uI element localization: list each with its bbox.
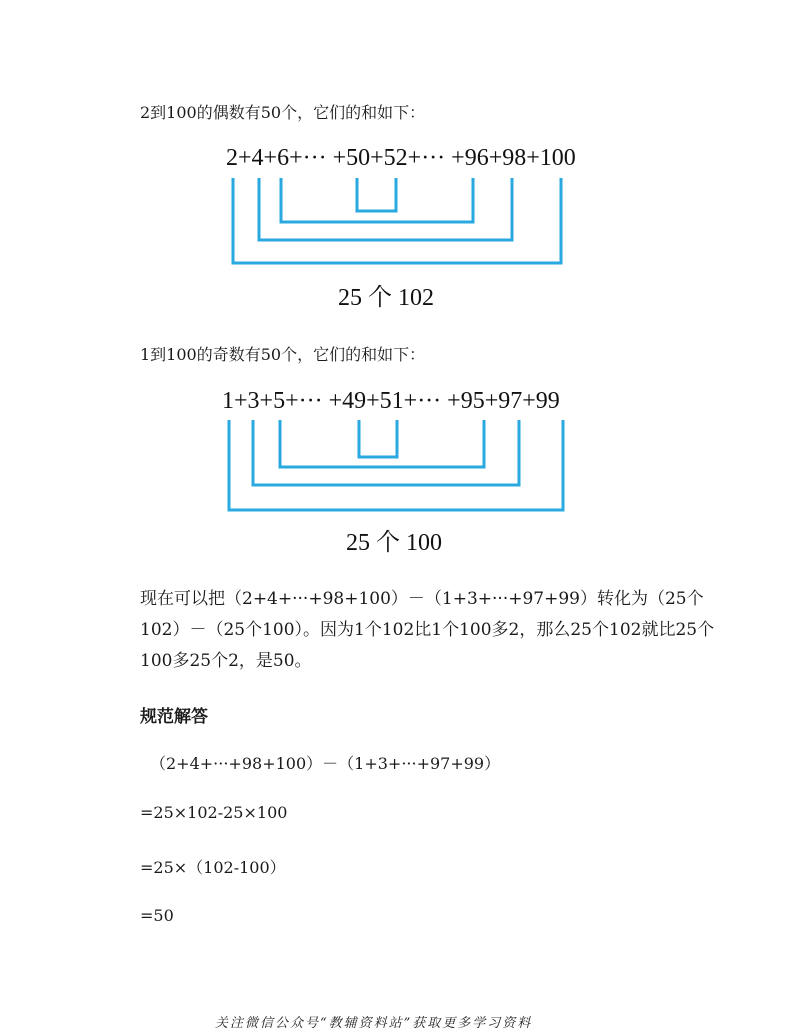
odd-caption: 25 个 100 xyxy=(346,530,442,556)
even-caption: 25 个 102 xyxy=(338,285,434,311)
solution-heading: 规范解答 xyxy=(140,707,208,727)
odd-sum-expression: 1+3+5+··· +49+51+··· +95+97+99 xyxy=(222,388,560,414)
solution-step-3: =25×（102-100） xyxy=(140,858,286,877)
solution-step-4: =50 xyxy=(140,906,174,925)
odd-bracket-second xyxy=(253,420,519,485)
section1-intro: 2到100的偶数有50个，它们的和如下： xyxy=(140,103,426,122)
odd-bracket-inner xyxy=(359,420,397,457)
explanation-line-2: 102）－（25个100）。因为1个102比1个100多2，那么25个102就比25个 xyxy=(140,620,715,640)
explanation-line-3: 100多25个2，是50。 xyxy=(140,651,312,671)
solution-step-2: =25×102-25×100 xyxy=(140,803,288,822)
even-sum-expression: 2+4+6+··· +50+52+··· +96+98+100 xyxy=(226,145,576,171)
even-bracket-third xyxy=(281,178,473,222)
section2-intro: 1到100的奇数有50个，它们的和如下： xyxy=(140,345,426,364)
even-bracket-inner xyxy=(357,178,396,211)
odd-bracket-third xyxy=(280,420,484,467)
solution-step-1: （2+4+···+98+100）－（1+3+···+97+99） xyxy=(150,754,501,773)
explanation-line-1: 现在可以把（2+4+···+98+100）－（1+3+···+97+99）转化为（25个 xyxy=(140,589,704,609)
footer-promo: 关注微信公众号“教辅资料站”获取更多学习资料 xyxy=(215,1016,533,1031)
